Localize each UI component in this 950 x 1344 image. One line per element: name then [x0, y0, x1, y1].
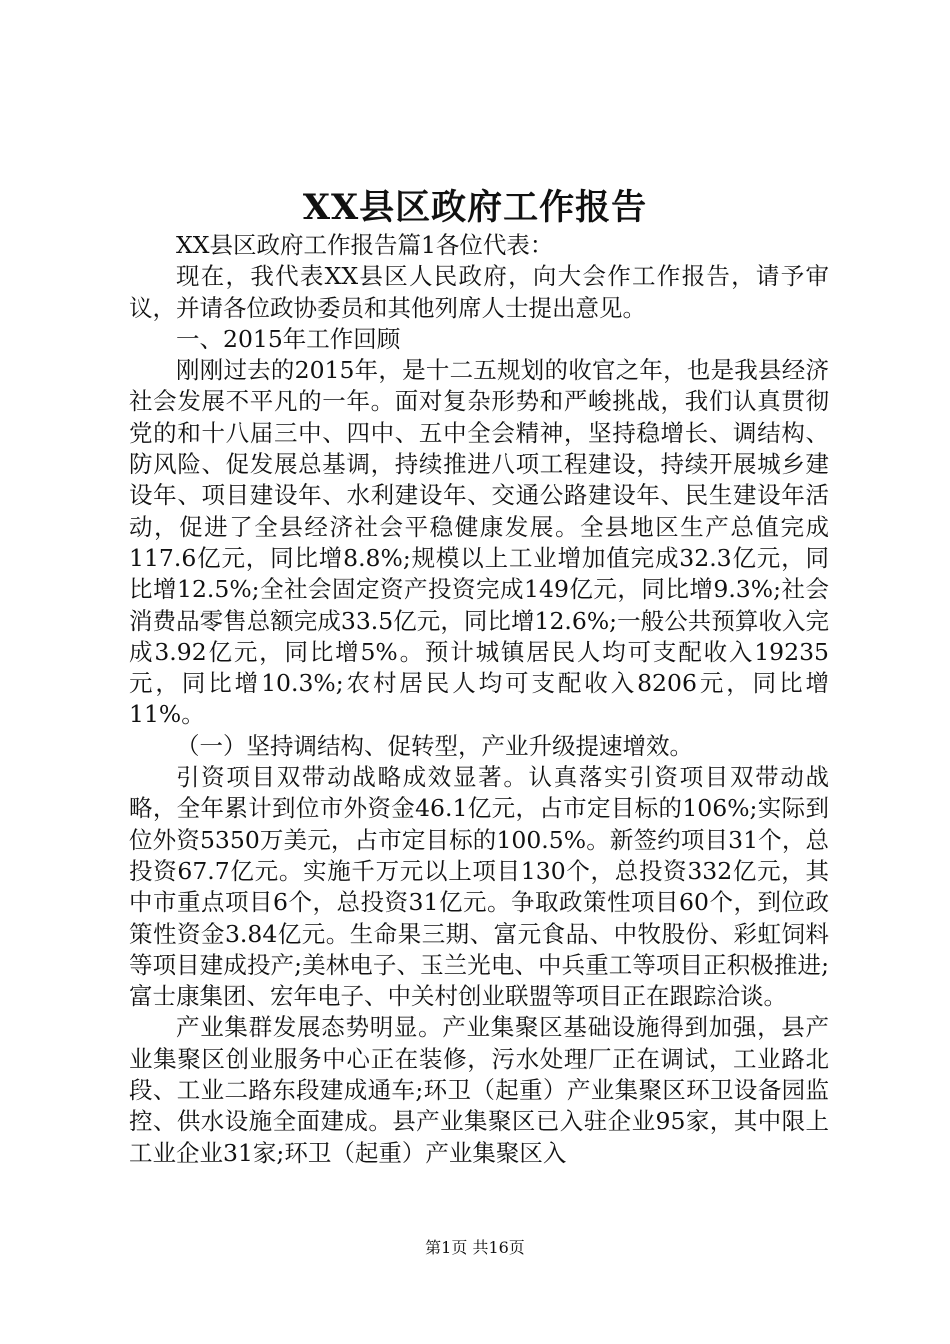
paragraph-review: 刚刚过去的2015年，是十二五规划的收官之年，也是我县经济社会发展不平凡的一年。面对复杂形势和严峻挑战，我们认真贯彻党的和十八届三中、四中、五中全会精神，坚持稳增长、调结构、防风险、促发展总基调，持续推进八项工程建设，持续开展城乡建设年、项目建设年、水利建设年、交通公路建设年、民生建设年活动，促进了全县经济社会平稳健康发展。全县地区生产总值完成117.6亿元，同比增8.8%;规模以上工业增加值完成32.3亿元，同比增12.5%;全社会固定资产投资完成149亿元，同比增9.3%;社会消费品零售总额完成33.5亿元，同比增12.6%;一般公共预算收入完成3.92亿元，同比增5%。预计城镇居民人均可支配收入19235元，同比增10.3%;农村居民人均可支配收入8206元，同比增11%。: [129, 356, 829, 729]
document-title: XX县区政府工作报告: [302, 187, 648, 228]
document-body: [129, 230, 829, 1169]
page-number-footer: 第1页 共16页: [425, 1238, 525, 1257]
paragraph-salutation: XX县区政府工作报告篇1各位代表：: [176, 231, 554, 259]
paragraph-intro: 现在，我代表XX县区人民政府，向大会作工作报告，请予审议，并请各位政协委员和其他列席人士提出意见。: [129, 262, 829, 322]
subsection-heading-structure: （一）坚持调结构、促转型，产业升级提速增效。: [176, 731, 693, 760]
section-heading-review: 一、2015年工作回顾: [176, 324, 401, 353]
paragraph-industry-cluster: 产业集群发展态势明显。产业集聚区基础设施得到加强，县产业集聚区创业服务中心正在装修，污水处理厂正在调试，工业路北段、工业二路东段建成通车;环卫（起重）产业集聚区环卫设备园监控、供水设施全面建成。县产业集聚区已入驻企业95家，其中限上工业企业31家;环卫（起重）产业集聚区入: [129, 1013, 829, 1167]
paragraph-investment: 引资项目双带动战略成效显著。认真落实引资项目双带动战略，全年累计到位市外资金46.1亿元，占市定目标的106%;实际到位外资5350万美元，占市定目标的100.5%。新签约项目31个，总投资67.7亿元。实施千万元以上项目130个，总投资332亿元，其中市重点项目6个，总投资31亿元。争取政策性项目60个，到位政策性资金3.84亿元。生命果三期、富元食品、中牧股份、彩虹饲料等项目建成投产;美林电子、玉兰光电、中兵重工等项目正积极推进;富士康集团、宏年电子、中关村创业联盟等项目正在跟踪洽谈。: [129, 763, 829, 1011]
